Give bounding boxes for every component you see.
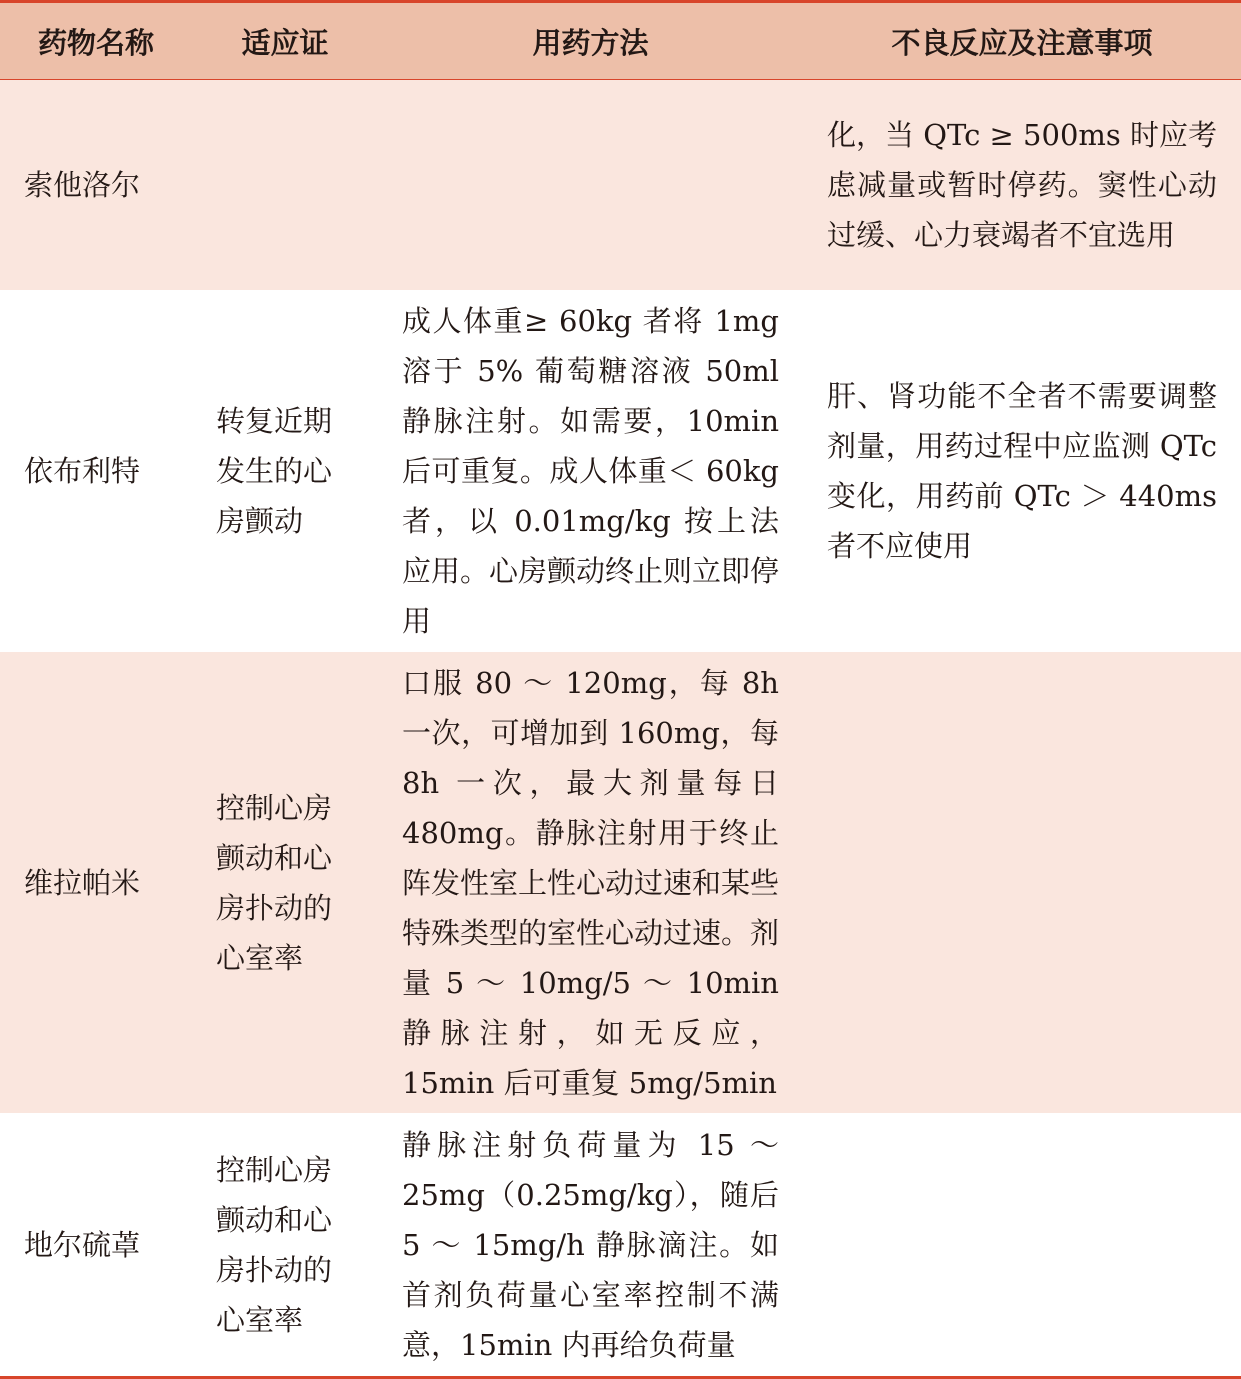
adverse-cell: 肝、肾功能不全者不需要调整剂量，用药过程中应监测 QTc 变化，用药前 QTc ＞ 440ms 者不应使用 — [803, 291, 1241, 652]
method-cell: 口服 80 ～ 120mg，每 8h 一次，可增加到 160mg，每 8h 一次，最大剂量每日 480mg。静脉注射用于终止阵发性室上性心动过速和某些特殊类型的室性心动过速。剂量 5 ～ 10mg/5 ～ 10min 静脉注射，如无反应，15min 后可重复 5mg/5min — [378, 652, 803, 1114]
adverse-cell — [803, 1114, 1241, 1378]
drug-name-cell: 索他洛尔 — [0, 80, 192, 291]
table-row — [0, 652, 1241, 1114]
adverse-cell — [803, 652, 1241, 1114]
table-row — [0, 1114, 1241, 1378]
indication-cell: 控制心房颤动和心房扑动的心室率 — [192, 1114, 378, 1378]
method-cell: 静脉注射负荷量为 15 ～ 25mg（0.25mg/kg），随后 5 ～ 15mg/h 静脉滴注。如首剂负荷量心室率控制不满意，15min 内再给负荷量 — [378, 1114, 803, 1378]
indication-cell: 控制心房颤动和心房扑动的心室率 — [192, 652, 378, 1114]
indication-cell: 转复近期发生的心房颤动 — [192, 291, 378, 652]
table-header — [0, 2, 1241, 80]
table-row — [0, 291, 1241, 652]
drug-name-cell: 依布利特 — [0, 291, 192, 652]
drug-name-cell: 维拉帕米 — [0, 652, 192, 1114]
drug-name-cell: 地尔硫䓬 — [0, 1114, 192, 1378]
header-drug-name: 药物名称 — [0, 2, 192, 80]
indication-cell — [192, 80, 378, 291]
header-indication: 适应证 — [192, 2, 378, 80]
header-method: 用药方法 — [378, 2, 803, 80]
method-cell — [378, 80, 803, 291]
header-adverse-effects: 不良反应及注意事项 — [803, 2, 1241, 80]
adverse-cell: 化，当 QTc ≥ 500ms 时应考虑减量或暂时停药。窦性心动过缓、心力衰竭者不宜选用 — [803, 80, 1241, 291]
header-row — [0, 2, 1241, 80]
table-row — [0, 80, 1241, 291]
method-cell: 成人体重≥ 60kg 者将 1mg 溶于 5% 葡萄糖溶液 50ml 静脉注射。如需要，10min 后可重复。成人体重＜ 60kg 者，以 0.01mg/kg 按上法应用。心房颤动终止则立即停用 — [378, 291, 803, 652]
table-body — [0, 80, 1241, 1378]
